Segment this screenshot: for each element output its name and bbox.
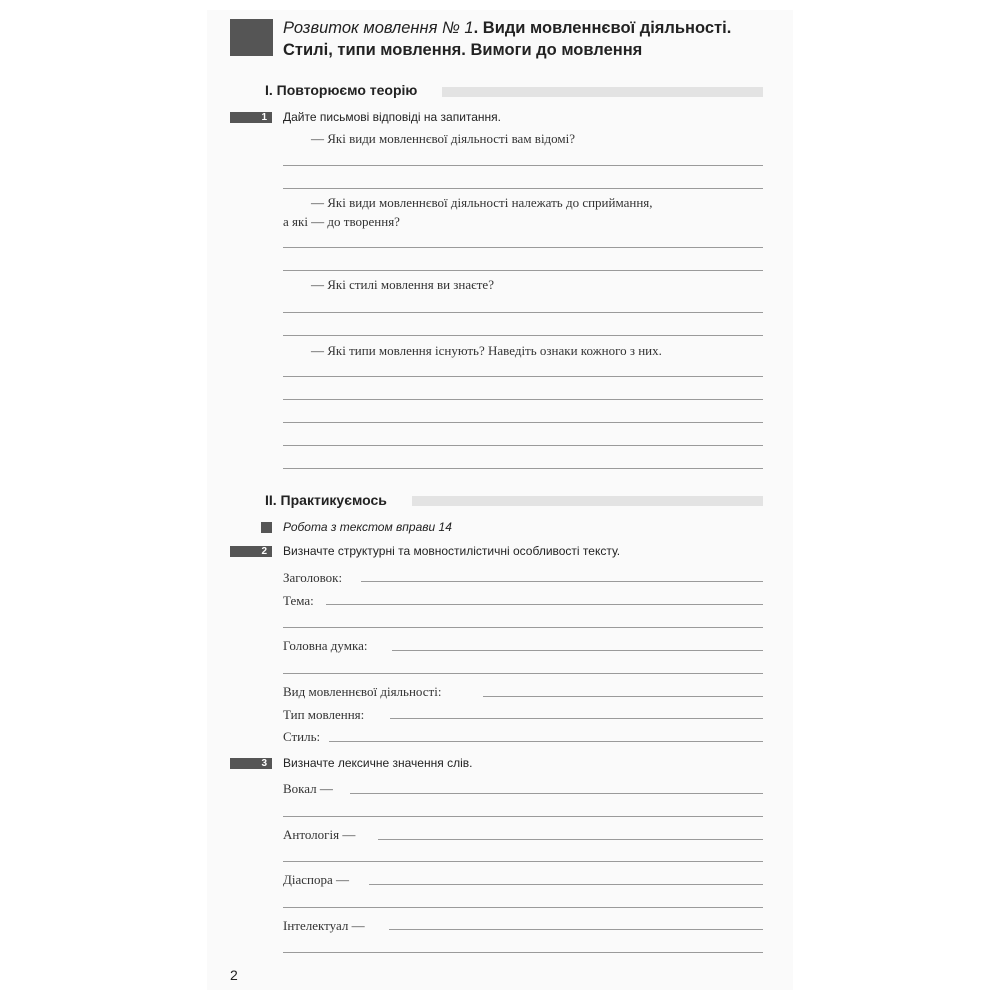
answer-line[interactable] (369, 884, 763, 885)
task-1-number: 1 (230, 112, 272, 123)
answer-line[interactable] (283, 247, 763, 248)
word-label: Інтелектуал — (283, 918, 365, 933)
answer-line[interactable] (329, 741, 763, 742)
section-1-title: І. Повторюємо теорію (265, 82, 418, 98)
question-4: — Які типи мовлення існують? Наведіть ознаки кожного з них. (311, 343, 662, 358)
answer-line[interactable] (283, 165, 763, 166)
answer-line[interactable] (283, 312, 763, 313)
field-label: Тип мовлення: (283, 707, 365, 722)
page-title: Розвиток мовлення № 1. Види мовленнєвої діяльності. Стилі, типи мовлення. Вимоги до мовлення (283, 19, 732, 59)
task-2-text: Визначте структурні та мовностилістичні особливості тексту. (283, 544, 621, 558)
answer-line[interactable] (389, 929, 763, 930)
field-label: Стиль: (283, 729, 321, 744)
question-2: — Які види мовленнєвої діяльності належать до сприймання, (311, 195, 653, 210)
answer-line[interactable] (283, 422, 763, 423)
field-label: Тема: (283, 593, 314, 608)
answer-line[interactable] (483, 696, 763, 697)
answer-line[interactable] (283, 376, 763, 377)
section-1-bar (442, 87, 763, 97)
answer-line[interactable] (283, 627, 763, 628)
answer-line[interactable] (283, 468, 763, 469)
word-label: Антологія — (283, 827, 356, 842)
answer-line[interactable] (283, 399, 763, 400)
task-3-text: Визначте лексичне значення слів. (283, 756, 473, 770)
page-number: 2 (230, 967, 238, 983)
question-2-cont: а які — до творення? (283, 214, 400, 229)
field-label: Вид мовленнєвої діяльності: (283, 684, 442, 699)
answer-line[interactable] (283, 816, 763, 817)
answer-line[interactable] (283, 861, 763, 862)
answer-line[interactable] (390, 718, 763, 719)
answer-line[interactable] (350, 793, 763, 794)
task-1-text: Дайте письмові відповіді на запитання. (283, 110, 502, 124)
header-block (230, 19, 273, 56)
answer-line[interactable] (283, 270, 763, 271)
question-1: — Які види мовленнєвої діяльності вам відомі? (311, 131, 576, 146)
answer-line[interactable] (283, 952, 763, 953)
subsection-title: Робота з текстом вправи 14 (283, 520, 452, 534)
field-label: Головна думка: (283, 638, 368, 653)
answer-line[interactable] (326, 604, 763, 605)
task-3-number: 3 (230, 758, 272, 769)
task-2-number: 2 (230, 546, 272, 557)
answer-line[interactable] (283, 445, 763, 446)
section-2-title: ІІ. Практикуємось (265, 492, 387, 508)
answer-line[interactable] (392, 650, 763, 651)
section-2-bar (412, 496, 763, 506)
answer-line[interactable] (283, 907, 763, 908)
answer-line[interactable] (361, 581, 763, 582)
subsection-marker (261, 522, 272, 533)
word-label: Діаспора — (283, 872, 349, 887)
answer-line[interactable] (283, 673, 763, 674)
question-3: — Які стилі мовлення ви знаєте? (311, 277, 494, 292)
answer-line[interactable] (283, 188, 763, 189)
answer-line[interactable] (378, 839, 763, 840)
answer-line[interactable] (283, 335, 763, 336)
word-label: Вокал — (283, 781, 333, 796)
field-label: Заголовок: (283, 570, 343, 585)
